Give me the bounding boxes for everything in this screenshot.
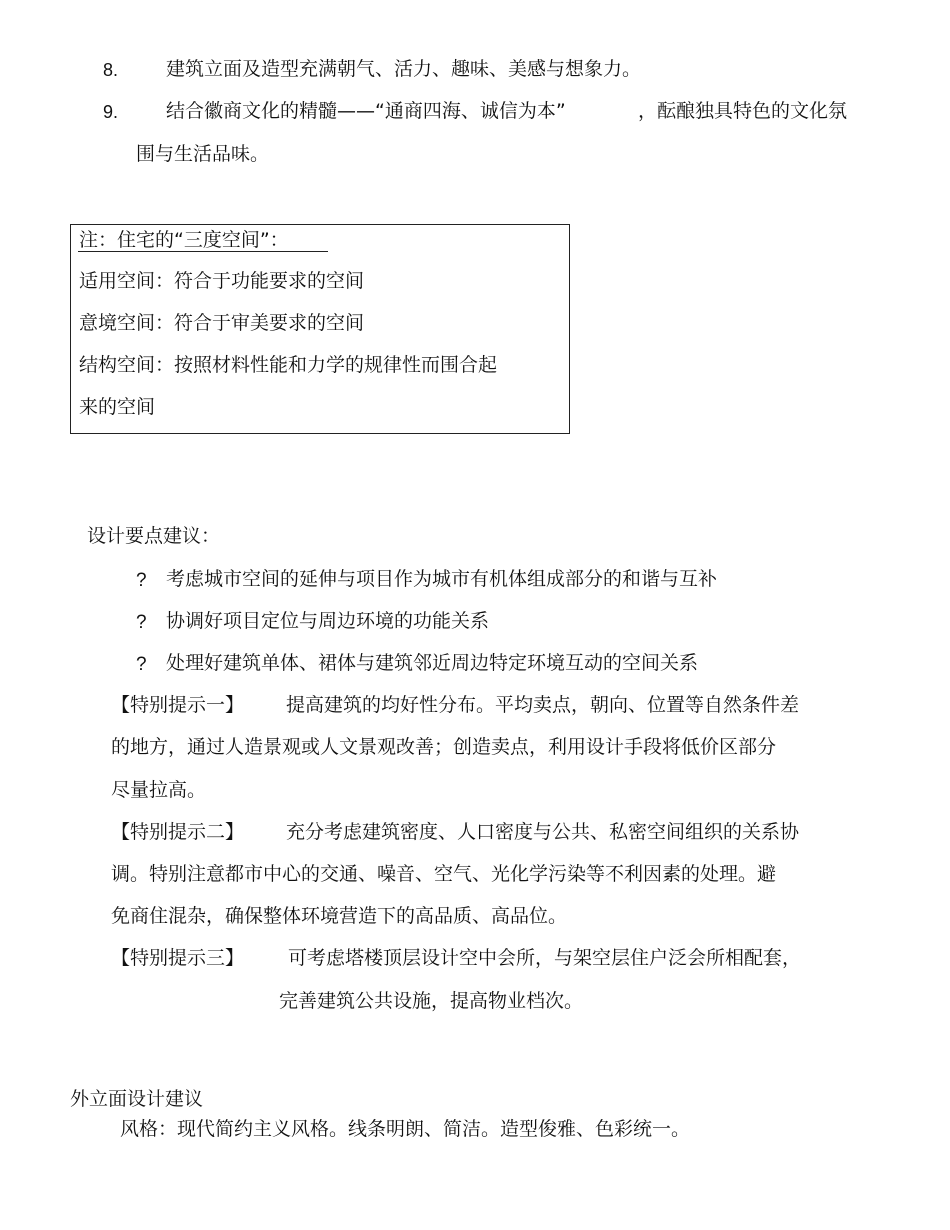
item-8-number: 8.: [103, 60, 119, 80]
tip-3-label: 【特别提示三】: [111, 947, 245, 969]
design-point-2: 协调好项目定位与周边环境的功能关系: [166, 610, 490, 632]
tip-1-label: 【特别提示一】: [111, 694, 245, 716]
design-point-3: 处理好建筑单体、裙体与建筑邻近周边特定环境互动的空间关系: [166, 652, 699, 674]
note-line-4: 来的空间: [79, 396, 156, 418]
note-title-underline: [78, 251, 328, 252]
item-9-number: 9.: [103, 102, 119, 122]
facade-style-line: 风格：现代简约主义风格。线条明朗、简洁。造型俊雅、色彩统一。: [120, 1118, 691, 1140]
design-points-heading: 设计要点建议：: [87, 525, 221, 547]
item-9-text-a: 结合徽商文化的精髓——“通商四海、诚信为本”: [166, 100, 566, 122]
facade-heading: 外立面设计建议: [70, 1088, 204, 1110]
tip-2-line-3: 免商住混杂，确保整体环境营造下的高品质、高品位。: [111, 905, 568, 927]
tip-1-line-2: 的地方，通过人造景观或人文景观改善；创造卖点，利用设计手段将低价区部分: [111, 736, 777, 758]
tip-2-line-2: 调。特别注意都市中心的交通、噪音、空气、光化学污染等不利因素的处理。避: [111, 863, 777, 885]
bullet-icon: ?: [136, 612, 147, 633]
item-8-text: 建筑立面及造型充满朝气、活力、趣味、美感与想象力。: [166, 58, 642, 80]
note-line-2: 意境空间：符合于审美要求的空间: [79, 312, 365, 334]
bullet-icon: ?: [136, 570, 147, 591]
note-line-1: 适用空间：符合于功能要求的空间: [79, 270, 365, 292]
tip-2-label: 【特别提示二】: [111, 821, 245, 843]
tip-1-line-3: 尽量拉高。: [111, 779, 207, 801]
tip-3-line-1: 可考虑塔楼顶层设计空中会所，与架空层住户泛会所相配套，: [288, 947, 802, 969]
note-line-3: 结构空间：按照材料性能和力学的规律性而围合起: [79, 354, 498, 376]
item-9-text-b: ，酝酿独具特色的文化氛: [638, 100, 848, 122]
item-9-text-c: 围与生活品味。: [136, 143, 270, 165]
note-title: 注：住宅的“三度空间”：: [79, 229, 289, 251]
bullet-icon: ?: [136, 654, 147, 675]
tip-1-line-1: 提高建筑的均好性分布。平均卖点，朝向、位置等自然条件差: [286, 694, 800, 716]
tip-3-line-2: 完善建筑公共设施，提高物业档次。: [279, 990, 584, 1012]
design-point-1: 考虑城市空间的延伸与项目作为城市有机体组成部分的和谐与互补: [166, 568, 718, 590]
tip-2-line-1: 充分考虑建筑密度、人口密度与公共、私密空间组织的关系协: [286, 821, 800, 843]
